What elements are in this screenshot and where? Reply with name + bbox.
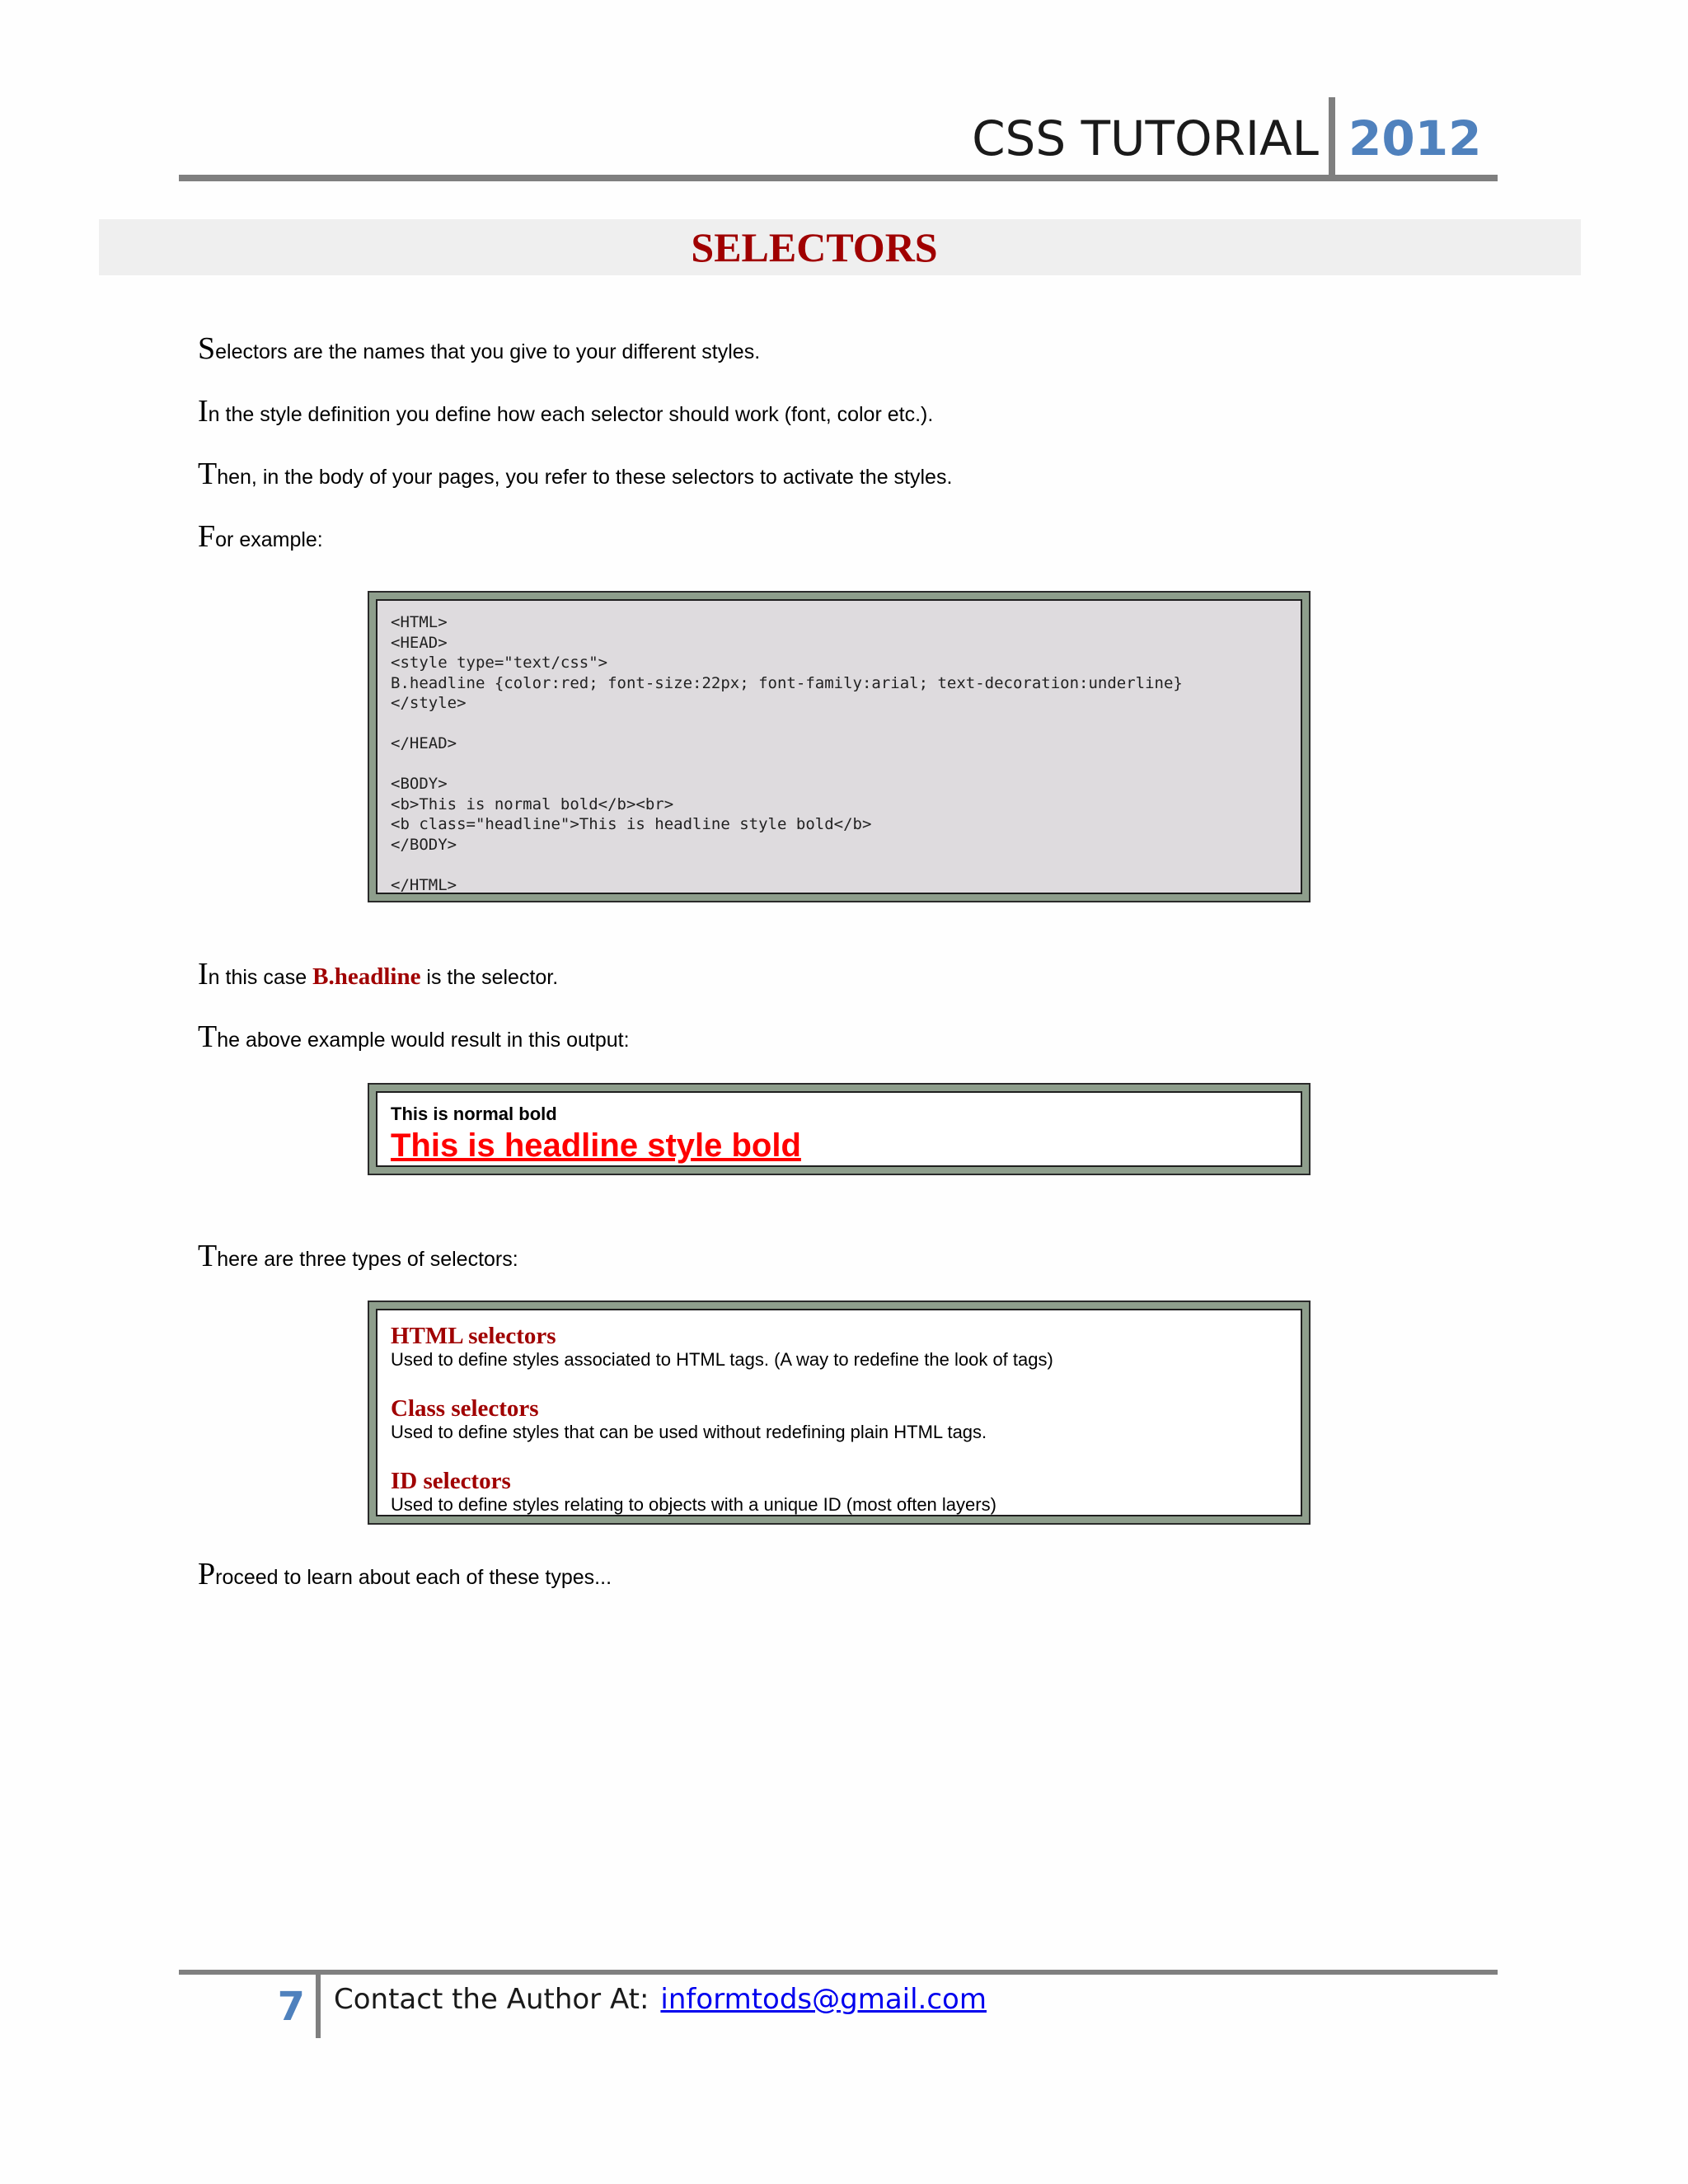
drop-initial: T [198,457,218,491]
header-divider [1329,97,1335,180]
output-headline-bold: This is headline style bold [391,1127,801,1164]
paragraph-text: roceed to learn about each of these types... [215,1566,612,1589]
type-title-class: Class selectors [391,1395,539,1422]
selector-types-box [368,1301,1311,1525]
drop-initial: I [198,957,209,991]
type-desc-class: Used to define styles that can be used without redefining plain HTML tags. [391,1422,987,1442]
paragraph-text: or example: [215,528,323,551]
drop-initial: S [198,331,216,366]
footer-rule [179,1970,1498,1975]
drop-initial: T [198,1239,218,1273]
drop-initial: I [198,394,209,429]
output-example-box [368,1083,1311,1175]
code-line: </HTML> [391,875,457,894]
header-year: 2012 [1348,110,1482,166]
selector-types-panel [376,1309,1302,1516]
code-example-panel [376,599,1302,894]
code-line: <b class="headline">This is headline style bold</b> [391,815,872,833]
type-title-id: ID selectors [391,1468,511,1494]
paragraph-selectors-intro [198,328,1434,369]
code-listing [391,612,1183,895]
header-title: CSS TUTORIAL [972,110,1319,166]
section-title: SELECTORS [691,224,938,270]
code-line: B.headline {color:red; font-size:22px; font-family:arial; text-decoration:underline} [391,673,1183,692]
paragraph-text: electors are the names that you give to your different styles. [215,340,761,363]
code-line [391,754,1183,775]
code-line: <style type="text/css"> [391,654,608,672]
page-number: 7 [277,1984,305,2030]
footer-contact [334,1976,987,2022]
paragraph-text: is the selector. [420,966,559,989]
paragraph-three-types [198,1235,1434,1277]
paragraph-text: here are three types of selectors: [217,1248,518,1271]
code-line: <b>This is normal bold</b><br> [391,794,674,813]
drop-initial: F [198,519,216,554]
header-rule [179,175,1498,181]
type-desc-html: Used to define styles associated to HTML tags. (A way to redefine the look of tags) [391,1349,1053,1370]
paragraph-text: he above example would result in this output: [217,1029,630,1052]
paragraph-selector-note [198,954,1434,995]
paragraph-proceed [198,1554,1434,1595]
type-desc-id: Used to define styles relating to objects with a unique ID (most often layers) [391,1494,996,1515]
footer-divider [316,1972,321,2038]
drop-initial: P [198,1557,216,1591]
code-line: </BODY> [391,835,457,854]
output-example-panel [376,1091,1302,1167]
paragraph-body-usage [198,453,1434,494]
paragraph-text: n the style definition you define how each selector should work (font, color etc.). [208,403,934,426]
author-email-link[interactable]: informtods@gmail.com [660,1983,987,2016]
code-line: </style> [391,694,467,712]
output-normal-bold: This is normal bold [391,1104,557,1124]
code-line [391,714,1183,734]
code-line: <BODY> [391,775,448,793]
code-line: <HTML> [391,613,448,631]
paragraph-output-intro [198,1016,1434,1057]
code-line [391,855,1183,875]
code-line: </HEAD> [391,734,457,752]
type-title-html: HTML selectors [391,1323,556,1349]
selector-highlight: B.headline [312,963,421,990]
code-line: <HEAD> [391,633,448,652]
paragraph-text: hen, in the body of your pages, you refer to these selectors to activate the styles. [217,466,953,489]
paragraph-text: n this case [208,966,313,989]
contact-label: Contact the Author At: [334,1983,649,2016]
code-example-box [368,591,1311,902]
drop-initial: T [198,1019,218,1054]
paragraph-style-definition [198,391,1434,432]
paragraph-for-example [198,516,1434,557]
